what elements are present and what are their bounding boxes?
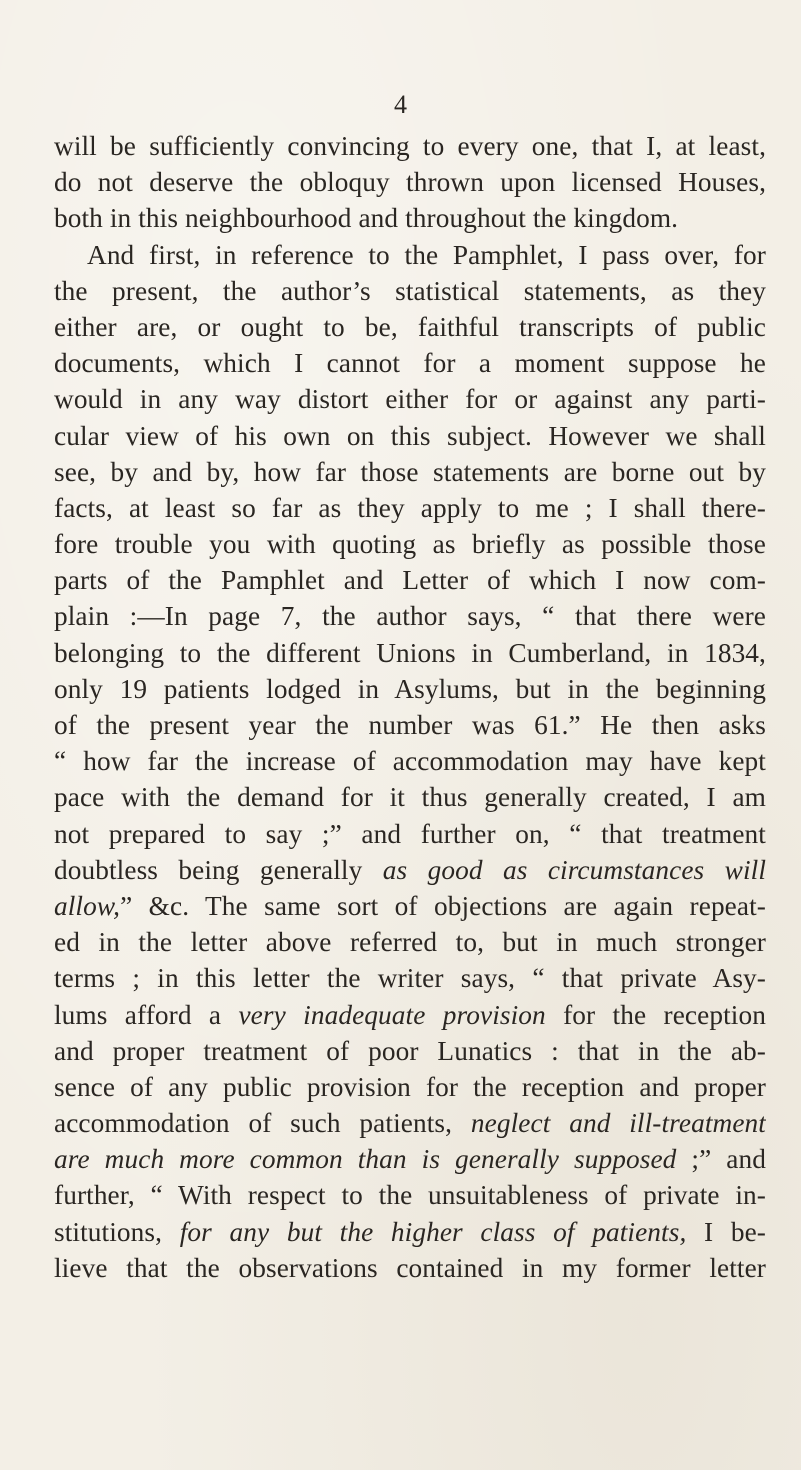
text-line: accommodation of such patients, neglect and ill-treatment <box>54 1108 766 1139</box>
text-line: would in any way distort either for or against any parti- <box>54 384 766 415</box>
text-line: plain :—In page 7, the author says, “ that there were <box>54 601 766 632</box>
text-line: allow,” &c. The same sort of objections are again repeat- <box>54 890 766 921</box>
text-line: both in this neighbourhood and throughout the kingdom. <box>54 203 679 234</box>
paragraph-start-line: And first, in reference to the Pamphlet, I pass over, for <box>87 239 766 270</box>
text-line: are much more common than is generally supposed ;” and <box>54 1144 766 1175</box>
text-line: sence of any public provision for the reception and proper <box>54 1071 766 1102</box>
text-line: documents, which I cannot for a moment suppose he <box>54 348 766 379</box>
text-line: not prepared to say ;” and further on, “ that treatment <box>54 818 766 849</box>
text-line: pace with the demand for it thus generally created, I am <box>54 782 766 813</box>
text-line: terms ; in this letter the writer says, “ that private Asy- <box>54 963 766 994</box>
text-line: lieve that the observations contained in my former letter <box>54 1252 766 1283</box>
body-text <box>54 128 766 1286</box>
text-line: cular view of his own on this subject. However we shall <box>54 420 766 451</box>
text-line: either are, or ought to be, faithful transcripts of public <box>54 311 766 342</box>
text-line: only 19 patients lodged in Asylums, but in the beginning <box>54 673 766 704</box>
text-line: facts, at least so far as they apply to me ; I shall there- <box>54 492 766 523</box>
text-line: do not deserve the obloquy thrown upon licensed Houses, <box>54 167 766 198</box>
text-line: doubtless being generally as good as circumstances will <box>54 854 766 885</box>
text-line: will be sufficiently convincing to every one, that I, at least, <box>54 131 766 161</box>
text-line: and proper treatment of poor Lunatics : that in the ab- <box>54 1035 766 1066</box>
text-line: “ how far the increase of accommodation may have kept <box>54 746 766 777</box>
text-line: ed in the letter above referred to, but in much stronger <box>54 927 766 958</box>
text-line: parts of the Pamphlet and Letter of which I now com- <box>54 565 766 596</box>
page-number: 4 <box>394 90 407 119</box>
text-line: stitutions, for any but the higher class of patients, I be- <box>54 1216 766 1247</box>
text-line: belonging to the different Unions in Cumberland, in 1834, <box>54 637 766 668</box>
text-line: lums afford a very inadequate provision for the reception <box>54 999 766 1030</box>
text-line: of the present year the number was 61.” He then asks <box>54 710 766 740</box>
text-line: further, “ With respect to the unsuitableness of private in- <box>54 1180 766 1211</box>
text-line: the present, the author’s statistical statements, as they <box>54 275 766 306</box>
text-line: see, by and by, how far those statements are borne out by <box>54 456 766 487</box>
text-line: fore trouble you with quoting as briefly as possible those <box>54 529 766 560</box>
